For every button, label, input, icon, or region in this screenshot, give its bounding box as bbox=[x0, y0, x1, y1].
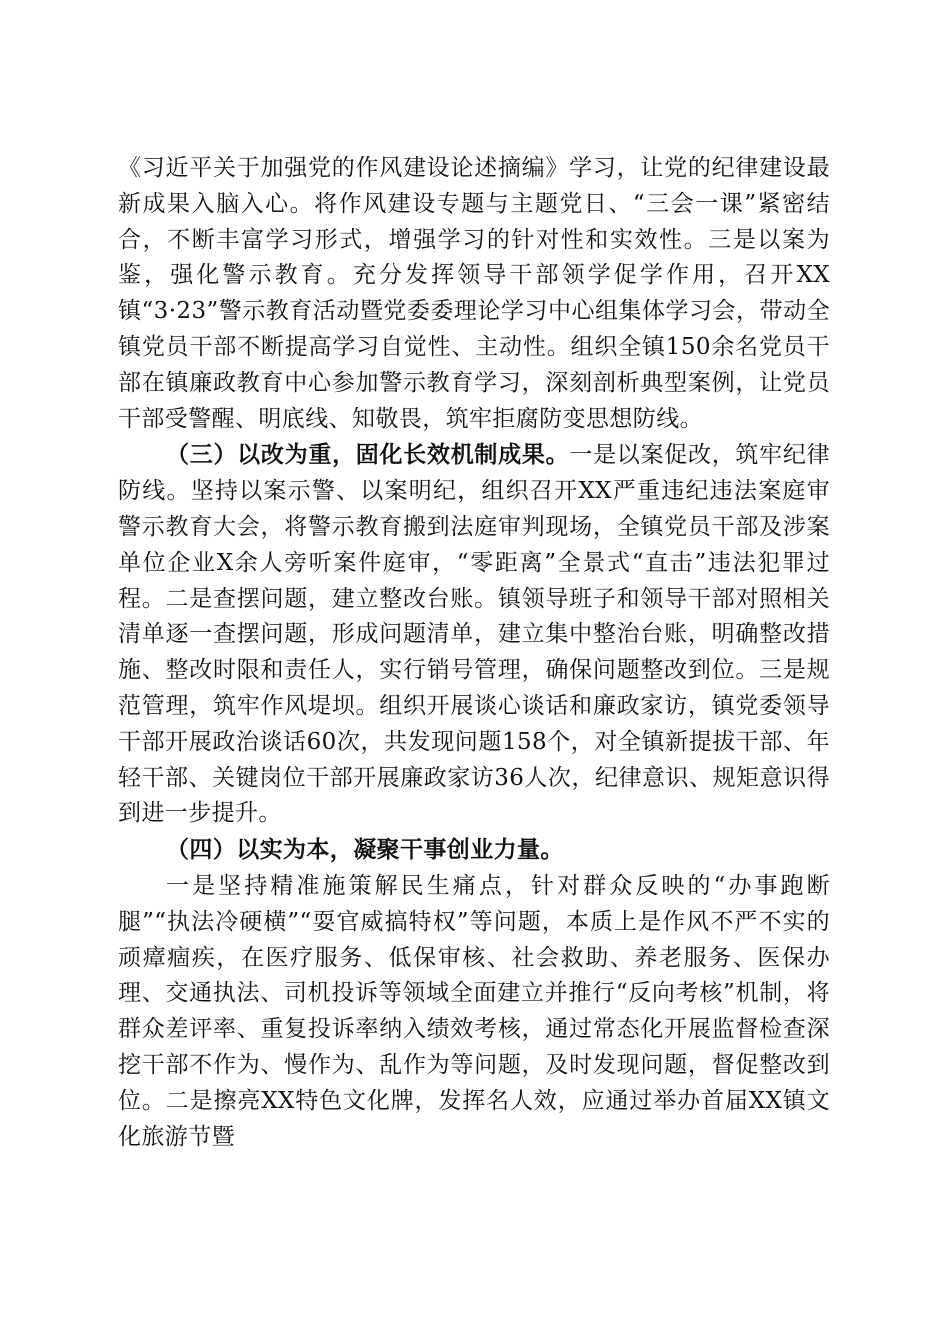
paragraph-1 bbox=[118, 151, 830, 437]
section-heading-3: （三）以改为重，固化长效机制成果。 bbox=[166, 441, 570, 469]
paragraph-1-text: 《习近平关于加强党的作风建设论述摘编》学习，让党的纪律建设最新成果入脑入心。将作风建设专题与主题党日、“三会一课”紧密结合，不断丰富学习形式，增强学习的针对性和实效性。三是以案为鉴，强化警示教育。充分发挥领导干部领学促学作用，召开XX镇“3·23”警示教育活动暨党委委理论学习中心组集体学习会，带动全镇党员干部不断提高学习自觉性、主动性。组织全镇150余名党员干部在镇廉政教育中心参加警示教育学习，深刻剖析典型案例，让党员干部受警醒、明底线、知敬畏，筑牢拒腐防变思想防线。 bbox=[118, 155, 830, 432]
paragraph-4 bbox=[118, 869, 830, 1155]
paragraph-2 bbox=[118, 437, 830, 832]
paragraph-4-text: 一是坚持精准施策解民生痛点，针对群众反映的“办事跑断腿”“执法冷硬横”“耍官威搞特权”等问题，本质上是作风不严不实的顽瘴痼疾，在医疗服务、低保审核、社会救助、养老服务、医保办理、交通执法、司机投诉等领域全面建立并推行“反向考核”机制，将群众差评率、重复投诉率纳入绩效考核，通过常态化开展监督检查深挖干部不作为、慢作为、乱作为等问题，及时发现问题，督促整改到位。二是擦亮XX特色文化牌，发挥名人效，应通过举办首届XX镇文化旅游节暨 bbox=[118, 872, 830, 1150]
paragraph-3 bbox=[118, 832, 830, 869]
document-body bbox=[118, 151, 830, 1155]
paragraph-2-text: 一是以案促改，筑牢纪律防线。坚持以案示警、以案明纪，组织召开XX严重违纪违法案庭审警示教育大会，将警示教育搬到法庭审判现场，全镇党员干部及涉案单位企业X余人旁听案件庭审，“零距离”全景式“直击”违法犯罪过程。二是查摆问题，建立整改台账。镇领导班子和领导干部对照相关清单逐一查摆问题，形成问题清单，建立集中整治台账，明确整改措施、整改时限和责任人，实行销号管理，确保问题整改到位。三是规范管理，筑牢作风堤坝。组织开展谈心谈话和廉政家访，镇党委领导干部开展政治谈话60次，共发现问题158个，对全镇新提拔干部、年轻干部、关键岗位干部开展廉政家访36人次，纪律意识、规矩意识得到进一步提升。 bbox=[118, 442, 830, 827]
section-heading-4: （四）以实为本，凝聚干事创业力量。 bbox=[166, 836, 564, 864]
